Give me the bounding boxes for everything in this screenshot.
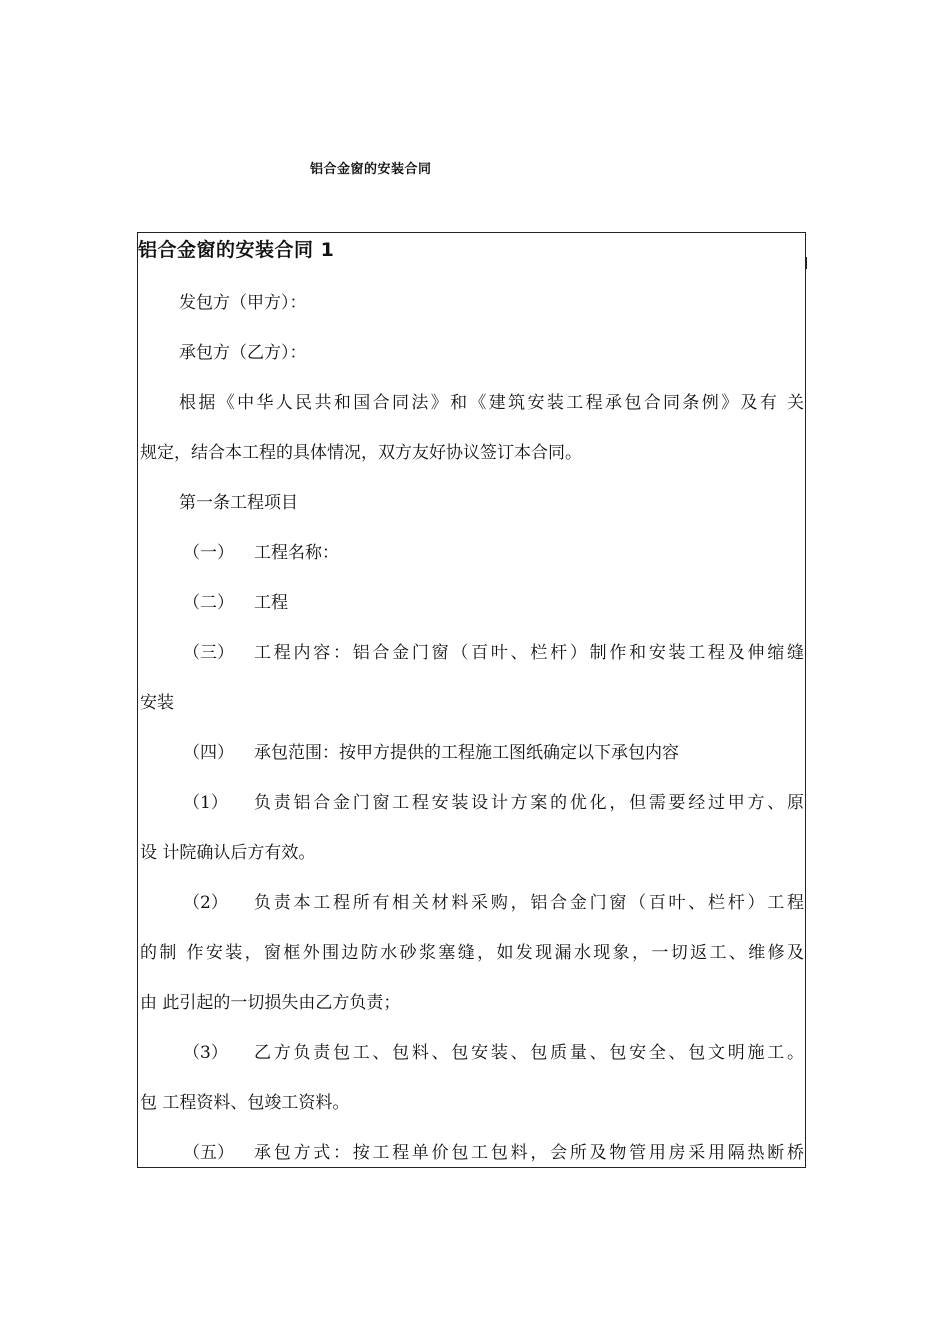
sub-item-3-text: 乙方负责包工、包料、包安装、包质量、包安全、包文明施工。 bbox=[254, 1043, 804, 1063]
item-1-text: 工程名称： bbox=[254, 543, 339, 563]
sub-item-3-number: （3） bbox=[183, 1043, 228, 1063]
contract-text-box bbox=[137, 232, 806, 1168]
party-a-line: 发包方（甲方）： bbox=[179, 293, 307, 313]
item-4-number: （四） bbox=[183, 743, 234, 763]
section-heading: 铝合金窗的安装合同 1 bbox=[138, 239, 335, 261]
sub-item-3-continuation: 包 工程资料、包竣工资料。 bbox=[140, 1093, 350, 1113]
sub-item-1-text: 负责铝合金门窗工程安装设计方案的优化，但需要经过甲方、原 bbox=[254, 793, 804, 813]
item-2-number: （二） bbox=[183, 593, 234, 613]
preamble-line-2: 规定，结合本工程的具体情况，双方友好协议签订本合同。 bbox=[140, 443, 582, 463]
sub-item-1-continuation: 设 计院确认后方有效。 bbox=[140, 843, 316, 863]
border-mark bbox=[805, 257, 807, 269]
item-2-text: 工程 bbox=[254, 593, 288, 613]
item-1-number: （一） bbox=[183, 543, 234, 563]
article-1-heading: 第一条工程项目 bbox=[179, 493, 298, 513]
sub-item-2-text: 负责本工程所有相关材料采购，铝合金门窗（百叶、栏杆）工程 bbox=[254, 893, 804, 913]
party-b-line: 承包方（乙方）： bbox=[179, 343, 307, 363]
document-title: 铝合金窗的安装合同 bbox=[310, 162, 432, 177]
sub-item-2-continuation-1: 的制 作安装，窗框外围边防水砂浆塞缝，如发现漏水现象，一切返工、维修及 bbox=[140, 943, 804, 963]
item-4-text: 承包范围：按甲方提供的工程施工图纸确定以下承包内容 bbox=[254, 743, 679, 763]
item-5-number: （五） bbox=[183, 1143, 234, 1163]
item-3-text: 工程内容：铝合金门窗（百叶、栏杆）制作和安装工程及伸缩缝 bbox=[254, 643, 804, 663]
item-3-number: （三） bbox=[183, 643, 234, 663]
sub-item-1-number: （1） bbox=[183, 793, 228, 813]
sub-item-2-continuation-2: 由 此引起的一切损失由乙方负责； bbox=[140, 993, 401, 1013]
sub-item-2-number: （2） bbox=[183, 893, 228, 913]
item-5-text: 承包方式：按工程单价包工包料，会所及物管用房采用隔热断桥 bbox=[254, 1143, 804, 1163]
item-3-continuation: 安装 bbox=[140, 693, 174, 713]
preamble-line-1: 根据《中华人民共和国合同法》和《建筑安装工程承包合同条例》及有 关 bbox=[179, 393, 804, 413]
